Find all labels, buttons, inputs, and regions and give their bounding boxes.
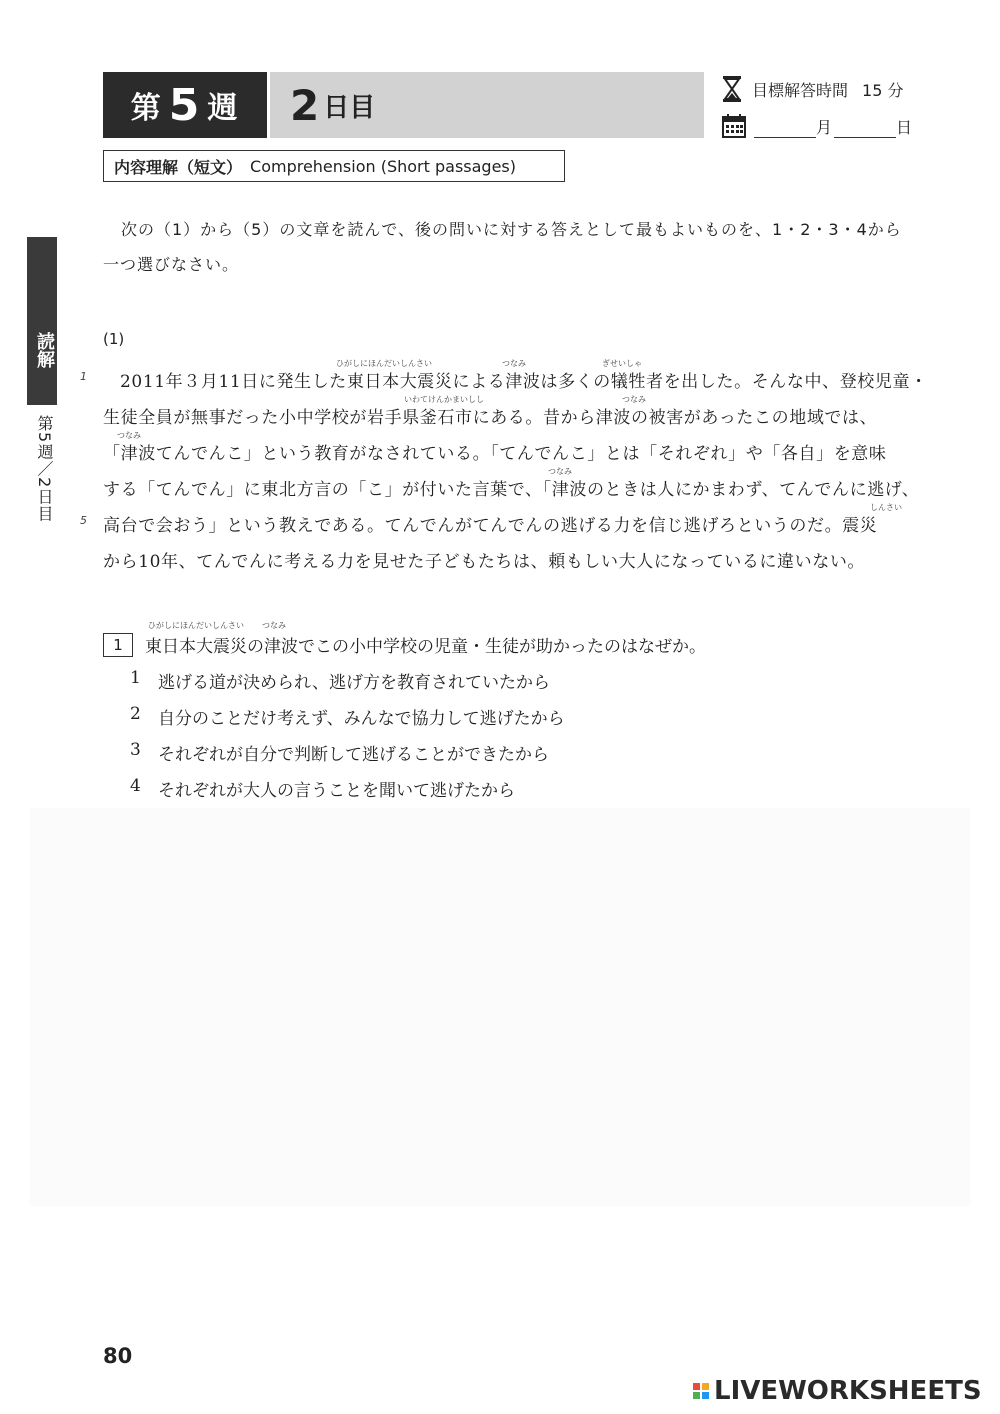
ruby-tsunami-4: つなみ (548, 467, 572, 476)
ruby-tsunami-2: つなみ (622, 395, 646, 404)
section-title-jp: 内容理解（短文） (114, 157, 243, 177)
question-text: 東日本大震災の津波でこの小中学校の児童・生徒が助かったのはなぜか。 (145, 637, 706, 657)
question-1 (103, 632, 706, 657)
week-number: 5 (168, 79, 202, 131)
option-1[interactable] (130, 668, 550, 693)
option-number: 4 (130, 776, 141, 796)
option-number: 3 (130, 740, 141, 760)
instruction-text: 次の（1）から（5）の文章を読んで、後の問いに対する答えとして最もよいものを、1・2・3・4から一つ選びなさい。 (103, 220, 902, 274)
watermark (693, 1376, 982, 1406)
side-tab (27, 237, 57, 405)
side-tab-label: 読解 (34, 332, 55, 368)
option-number: 2 (130, 704, 141, 724)
option-text: 逃げる道が決められ、逃げ方を教育されていたから (158, 673, 551, 693)
passage-line-2: 生徒全員が無事だった小中学校が岩手県釜石市にある。昔から津波の被害があったこの地域では、 (103, 408, 878, 428)
month-blank[interactable] (754, 119, 816, 138)
option-text: 自分のことだけ考えず、みんなで協力して逃げたから (158, 709, 565, 729)
option-number: 1 (130, 668, 141, 688)
day-suffix: 日目 (323, 92, 376, 123)
passage-number: (1) (103, 330, 125, 348)
question-number-box: 1 (103, 633, 133, 657)
hourglass-icon (722, 76, 742, 102)
target-time (722, 76, 903, 102)
ruby-higashinihon: ひがしにほんだいしんさい (336, 359, 432, 368)
ruby-shinsai: しんさい (870, 503, 902, 512)
week-prefix: 第 (130, 91, 163, 126)
side-subtitle: 第5週／2日目 (35, 415, 54, 523)
day-number: 2 (290, 80, 320, 130)
section-title (103, 150, 565, 182)
calendar-icon (722, 114, 746, 138)
passage-line-6: から10年、てんでんに考える力を見せた子どもたちは、頼もしい大人になっているに違いない。 (103, 552, 866, 572)
ruby-giseisha: ぎせいしゃ (602, 359, 642, 368)
page-number: 80 (103, 1344, 133, 1368)
passage-line-1: 2011年３月11日に発生した東日本大震災による津波は多くの犠牲者を出した。そんな中、登校児童・ (120, 372, 928, 392)
section-title-en: Comprehension (Short passages) (250, 156, 516, 176)
day-blank[interactable] (834, 119, 896, 138)
month-label: 月 (816, 118, 833, 137)
day-label (270, 72, 704, 138)
timer-label: 目標解答時間 (752, 80, 849, 100)
ruby-q-tsunami: つなみ (262, 621, 286, 630)
ruby-q-higashinihon: ひがしにほんだいしんさい (148, 621, 244, 630)
option-text: それぞれが大人の言うことを聞いて逃げたから (158, 781, 515, 801)
passage-line-5: 高台で会おう」という教えである。てんでんがてんでんの逃げる力を信じ逃げろというのだ。震災 (103, 516, 878, 536)
date-entry (722, 114, 912, 138)
passage-line-3: 「津波てんでんこ」という教育がなされている。「てんでんこ」とは「それぞれ」や「各自」を意味 (103, 444, 887, 464)
option-2[interactable] (130, 704, 565, 729)
ruby-tsunami: つなみ (502, 359, 526, 368)
liveworksheets-logo-icon (693, 1383, 709, 1399)
ruby-tsunami-3: つなみ (117, 431, 141, 440)
week-label (103, 72, 267, 138)
option-4[interactable] (130, 776, 515, 801)
week-suffix: 週 (207, 91, 240, 126)
line-mark-1: 1 (80, 370, 87, 383)
line-mark-5: 5 (80, 514, 87, 527)
watermark-text: LIVEWORKSHEETS (714, 1376, 982, 1406)
ruby-kamaishi: いわてけんかまいしし (404, 395, 484, 404)
timer-value: 15 分 (862, 80, 904, 100)
answer-area[interactable] (30, 808, 970, 1206)
option-3[interactable] (130, 740, 549, 765)
day-label-text: 日 (896, 118, 913, 137)
passage-line-4: する「てんでん」に東北方言の「こ」が付いた言葉で、「津波のときは人にかまわず、てんでんに逃げ、 (103, 480, 920, 500)
option-text: それぞれが自分で判断して逃げることができたから (158, 745, 549, 765)
